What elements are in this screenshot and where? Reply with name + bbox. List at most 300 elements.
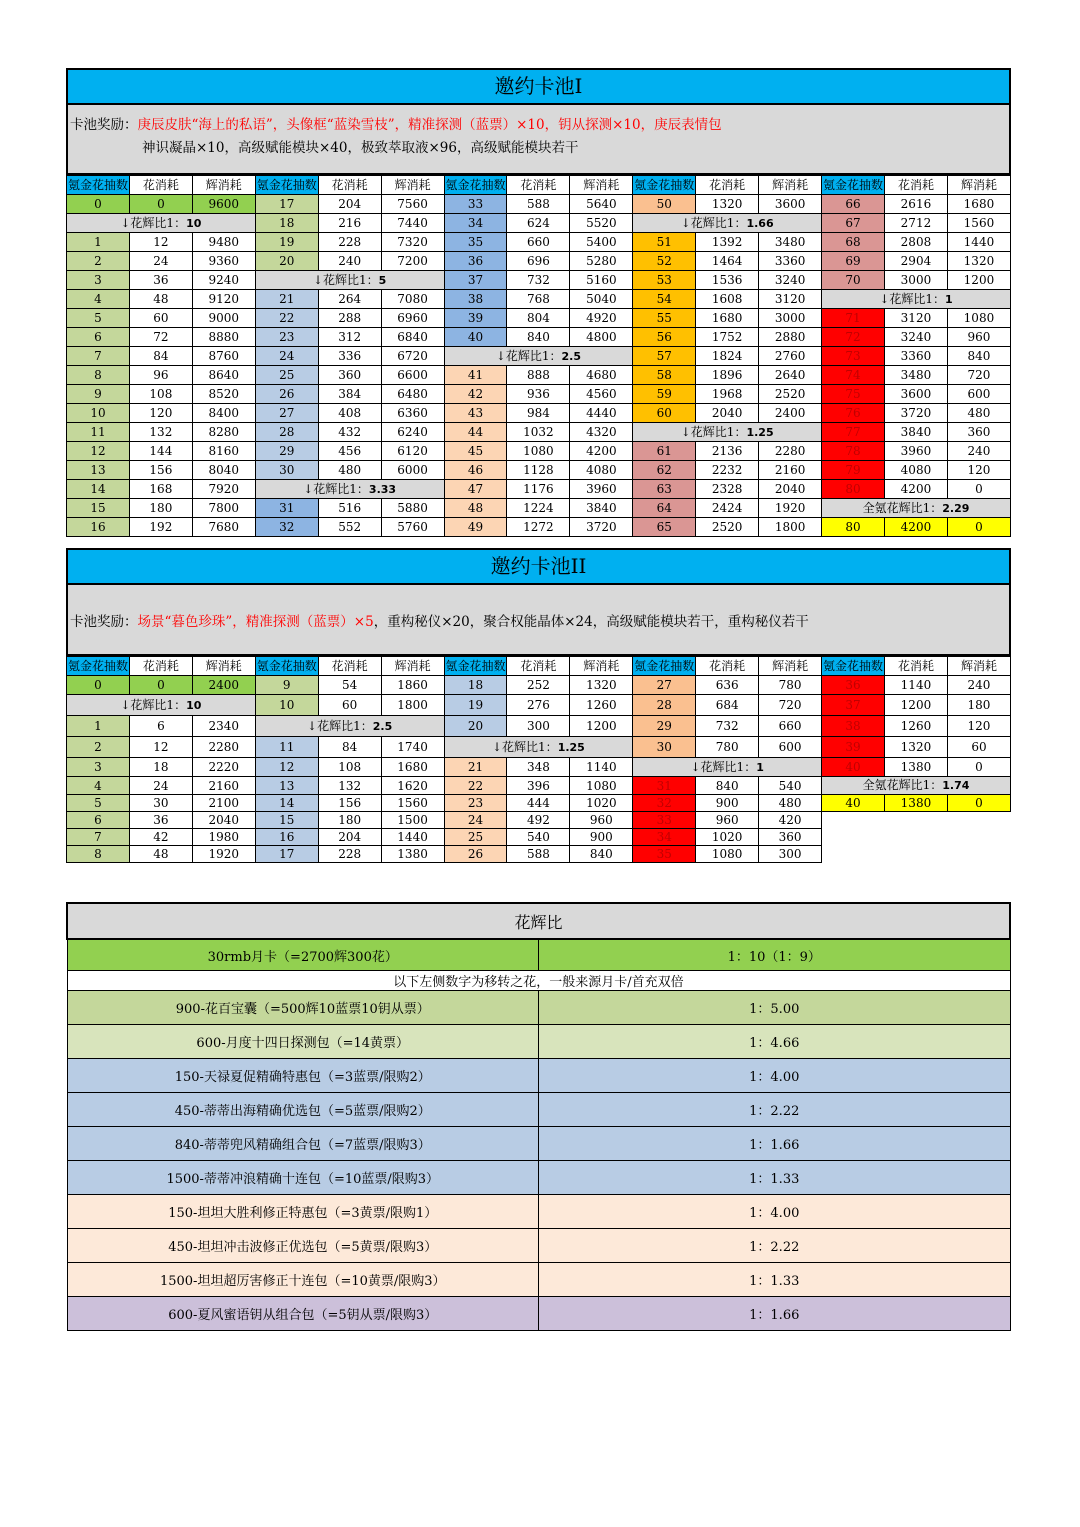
table-cell: 396 <box>507 777 570 795</box>
table-cell: 780 <box>759 676 822 695</box>
table-cell: 240 <box>947 676 1010 695</box>
table-cell: 26 <box>444 846 507 863</box>
table-cell: 42 <box>129 829 192 846</box>
table-cell: 408 <box>318 404 381 423</box>
table-cell: 39 <box>444 309 507 328</box>
table-cell: 24 <box>129 252 192 271</box>
ratio-row <box>67 1195 1010 1229</box>
table-cell: 25 <box>444 829 507 846</box>
table-cell: 24 <box>255 347 318 366</box>
table-cell: 62 <box>633 461 696 480</box>
table-cell: 7920 <box>192 480 255 499</box>
table-cell: 1140 <box>570 758 633 777</box>
table-cell: 4200 <box>884 518 947 537</box>
ratio-row <box>67 1059 1010 1093</box>
table-cell: 17 <box>255 195 318 214</box>
table-cell: 8040 <box>192 461 255 480</box>
table-cell: 8160 <box>192 442 255 461</box>
column-header: 氪金花抽数 <box>444 176 507 195</box>
table-cell: 900 <box>696 795 759 812</box>
table-cell: 49 <box>444 518 507 537</box>
table-cell: 27 <box>255 404 318 423</box>
table-cell: 6 <box>67 328 130 347</box>
table-cell: 51 <box>633 233 696 252</box>
column-header: 花消耗 <box>129 176 192 195</box>
package-ratio: 1：1.66 <box>539 1127 1011 1161</box>
table-row <box>67 195 1011 214</box>
table-cell: 1680 <box>947 195 1010 214</box>
table-cell: 14 <box>67 480 130 499</box>
table-cell: 2520 <box>759 385 822 404</box>
column-header: 辉消耗 <box>759 657 822 676</box>
table-cell: 18 <box>444 676 507 695</box>
package-label: 1500-蒂蒂冲浪精确十连包（=10蓝票/限购3） <box>67 1161 539 1195</box>
table-cell: 63 <box>633 480 696 499</box>
table-cell: 1440 <box>947 233 1010 252</box>
table-cell: 48 <box>129 290 192 309</box>
table-cell: 132 <box>129 423 192 442</box>
table-cell: 3960 <box>570 480 633 499</box>
column-header: 辉消耗 <box>570 657 633 676</box>
table-cell: 12 <box>129 737 192 758</box>
table-row <box>67 829 1011 846</box>
table-cell: 46 <box>444 461 507 480</box>
table-cell: 4080 <box>884 461 947 480</box>
table-cell: 732 <box>696 716 759 737</box>
table-cell: 696 <box>507 252 570 271</box>
table-row <box>67 846 1011 863</box>
table-cell: 9000 <box>192 309 255 328</box>
table-cell: 336 <box>318 347 381 366</box>
table-cell: 30 <box>633 737 696 758</box>
table-cell: 180 <box>129 499 192 518</box>
table-cell: 1920 <box>192 846 255 863</box>
table-cell: 444 <box>507 795 570 812</box>
table-cell: 1080 <box>507 442 570 461</box>
pool1-reward-label: 卡池奖励： <box>70 117 138 133</box>
table-cell: 168 <box>129 480 192 499</box>
table-cell: 1536 <box>696 271 759 290</box>
table-cell: 19 <box>444 695 507 716</box>
table-cell: 80 <box>822 480 885 499</box>
table-cell: 2520 <box>696 518 759 537</box>
table-cell: 636 <box>696 676 759 695</box>
table-cell: 7 <box>67 829 130 846</box>
table-cell: 34 <box>444 214 507 233</box>
column-header: 花消耗 <box>884 176 947 195</box>
column-header: 花消耗 <box>696 176 759 195</box>
ratio-row <box>67 1161 1010 1195</box>
table-cell: 420 <box>759 812 822 829</box>
table-cell: 20 <box>255 252 318 271</box>
table-cell: 4 <box>67 777 130 795</box>
table-cell: 29 <box>633 716 696 737</box>
table-cell: 0 <box>947 795 1010 812</box>
table-cell: 80 <box>822 518 885 537</box>
table-cell: 732 <box>507 271 570 290</box>
table-row <box>67 214 1011 233</box>
table-row <box>67 758 1011 777</box>
table-cell: 0 <box>947 480 1010 499</box>
table-cell: 1224 <box>507 499 570 518</box>
table-cell: 984 <box>507 404 570 423</box>
table-cell: 804 <box>507 309 570 328</box>
table-cell: 0 <box>947 758 1010 777</box>
table-cell: 77 <box>822 423 885 442</box>
table-row <box>67 499 1011 518</box>
table-cell: 60 <box>129 309 192 328</box>
table-row <box>67 423 1011 442</box>
table-cell: 6 <box>129 716 192 737</box>
package-ratio: 1：2.22 <box>539 1229 1011 1263</box>
table-cell: 7 <box>67 347 130 366</box>
table-cell: 32 <box>633 795 696 812</box>
table-cell: 552 <box>318 518 381 537</box>
table-cell: 60 <box>633 404 696 423</box>
table-cell: 1320 <box>884 737 947 758</box>
table-cell: 228 <box>318 846 381 863</box>
table-cell: 768 <box>507 290 570 309</box>
table-cell: 1320 <box>570 676 633 695</box>
table-cell: 1752 <box>696 328 759 347</box>
pool2-section <box>66 548 1011 863</box>
table-cell: 60 <box>318 695 381 716</box>
pool2-reward-label: 卡池奖励： <box>70 614 138 630</box>
empty-cell <box>822 829 1011 846</box>
ratio-divider: ↓花辉比1：2.5 <box>255 716 444 737</box>
header-row <box>67 657 1011 676</box>
table-cell: 1968 <box>696 385 759 404</box>
table-cell: 21 <box>255 290 318 309</box>
table-cell: 22 <box>444 777 507 795</box>
table-cell: 38 <box>444 290 507 309</box>
table-cell: 55 <box>633 309 696 328</box>
table-cell: 74 <box>822 366 885 385</box>
table-row <box>67 716 1011 737</box>
table-cell: 360 <box>759 829 822 846</box>
ratio-row <box>67 1093 1010 1127</box>
table-cell: 720 <box>759 695 822 716</box>
ratio-row <box>67 1025 1010 1059</box>
table-cell: 1200 <box>947 271 1010 290</box>
table-cell: 2100 <box>192 795 255 812</box>
table-cell: 1896 <box>696 366 759 385</box>
table-cell: 10 <box>67 404 130 423</box>
pool1-title: 邀约卡池I <box>66 68 1011 105</box>
table-cell: 7560 <box>381 195 444 214</box>
package-ratio: 1：2.22 <box>539 1093 1011 1127</box>
table-cell: 1176 <box>507 480 570 499</box>
package-label: 600-月度十四日探测包（=14黄票） <box>67 1025 539 1059</box>
table-cell: 0 <box>67 195 130 214</box>
package-label: 600-夏风蜜语钥从组合包（=5钥从票/限购3） <box>67 1297 539 1331</box>
ratio-divider: 全氪花辉比1：1.74 <box>822 777 1011 795</box>
table-cell: 40 <box>822 795 885 812</box>
table-cell: 840 <box>507 328 570 347</box>
table-cell: 52 <box>633 252 696 271</box>
table-cell: 9 <box>67 385 130 404</box>
table-cell: 2160 <box>192 777 255 795</box>
table-cell: 1920 <box>759 499 822 518</box>
table-cell: 2640 <box>759 366 822 385</box>
pool1-reward-line2: 神识凝晶×10，高级赋能模块×40，极致萃取液×96，高级赋能模块若干 <box>142 140 579 156</box>
table-cell: 5520 <box>570 214 633 233</box>
table-cell: 35 <box>444 233 507 252</box>
table-cell: 24 <box>444 812 507 829</box>
package-ratio: 1：5.00 <box>539 991 1011 1025</box>
table-cell: 9360 <box>192 252 255 271</box>
column-header: 辉消耗 <box>947 657 1010 676</box>
table-cell: 40 <box>444 328 507 347</box>
table-cell: 4200 <box>884 480 947 499</box>
table-row <box>67 328 1011 347</box>
table-cell: 6000 <box>381 461 444 480</box>
table-cell: 840 <box>570 846 633 863</box>
table-row <box>67 404 1011 423</box>
ratio-row <box>67 991 1010 1025</box>
table-cell: 900 <box>570 829 633 846</box>
table-cell: 54 <box>633 290 696 309</box>
table-cell: 3 <box>67 271 130 290</box>
package-label: 450-蒂蒂出海精确优选包（=5蓝票/限购2） <box>67 1093 539 1127</box>
empty-cell <box>822 846 1011 863</box>
table-row <box>67 518 1011 537</box>
table-cell: 9120 <box>192 290 255 309</box>
table-cell: 3720 <box>884 404 947 423</box>
table-cell: 4560 <box>570 385 633 404</box>
table-cell: 516 <box>318 499 381 518</box>
column-header: 氪金花抽数 <box>633 657 696 676</box>
ratio-row <box>67 1263 1010 1297</box>
column-header: 辉消耗 <box>947 176 1010 195</box>
pool1-reward-red: 庚辰皮肤“海上的私语”，头像框“蓝染雪枝”，精准探测（蓝票）×10，钥从探测×10，庚辰表情包 <box>137 117 722 133</box>
ratio-row <box>67 1127 1010 1161</box>
table-cell: 1128 <box>507 461 570 480</box>
table-cell: 28 <box>255 423 318 442</box>
table-cell: 29 <box>255 442 318 461</box>
table-cell: 1020 <box>570 795 633 812</box>
table-cell: 3360 <box>759 252 822 271</box>
table-cell: 12 <box>67 442 130 461</box>
table-cell: 40 <box>822 758 885 777</box>
table-cell: 2040 <box>192 812 255 829</box>
table-cell: 3120 <box>759 290 822 309</box>
table-cell: 108 <box>318 758 381 777</box>
table-cell: 6720 <box>381 347 444 366</box>
table-cell: 2400 <box>192 676 255 695</box>
table-cell: 28 <box>633 695 696 716</box>
table-cell: 1608 <box>696 290 759 309</box>
table-cell: 2232 <box>696 461 759 480</box>
table-row <box>67 676 1011 695</box>
table-cell: 180 <box>947 695 1010 716</box>
table-cell: 4680 <box>570 366 633 385</box>
table-cell: 2280 <box>759 442 822 461</box>
table-cell: 43 <box>444 404 507 423</box>
package-ratio: 1：1.33 <box>539 1161 1011 1195</box>
table-cell: 71 <box>822 309 885 328</box>
table-cell: 47 <box>444 480 507 499</box>
table-cell: 16 <box>67 518 130 537</box>
table-cell: 8 <box>67 366 130 385</box>
table-cell: 492 <box>507 812 570 829</box>
table-cell: 2340 <box>192 716 255 737</box>
table-cell: 1320 <box>947 252 1010 271</box>
table-cell: 48 <box>129 846 192 863</box>
table-cell: 720 <box>947 366 1010 385</box>
table-cell: 3600 <box>759 195 822 214</box>
table-cell: 2880 <box>759 328 822 347</box>
table-cell: 1464 <box>696 252 759 271</box>
package-ratio: 1：1.33 <box>539 1263 1011 1297</box>
table-cell: 5760 <box>381 518 444 537</box>
table-cell: 36 <box>822 676 885 695</box>
table-cell: 2328 <box>696 480 759 499</box>
table-cell: 888 <box>507 366 570 385</box>
table-cell: 360 <box>947 423 1010 442</box>
column-header: 辉消耗 <box>192 176 255 195</box>
table-cell: 3600 <box>884 385 947 404</box>
pool2-reward-rest: ，重构秘仪×20，聚合权能晶体×24，高级赋能模块若干，重构秘仪若干 <box>373 614 809 630</box>
table-cell: 960 <box>696 812 759 829</box>
package-label: 450-坦坦冲击波修正优选包（=5黄票/限购3） <box>67 1229 539 1263</box>
table-row <box>67 480 1011 499</box>
package-label: 1500-坦坦超厉害修正十连包（=10黄票/限购3） <box>67 1263 539 1297</box>
table-cell: 33 <box>444 195 507 214</box>
table-cell: 120 <box>947 716 1010 737</box>
table-cell: 22 <box>255 309 318 328</box>
table-cell: 5640 <box>570 195 633 214</box>
table-cell: 1680 <box>381 758 444 777</box>
table-cell: 180 <box>318 812 381 829</box>
package-label: 150-天禄夏促精确特惠包（=3蓝票/限购2） <box>67 1059 539 1093</box>
table-row <box>67 777 1011 795</box>
table-cell: 13 <box>67 461 130 480</box>
table-cell: 15 <box>255 812 318 829</box>
ratio-divider: ↓花辉比1：1 <box>633 758 822 777</box>
table-cell: 5040 <box>570 290 633 309</box>
table-cell: 1080 <box>570 777 633 795</box>
table-cell: 6120 <box>381 442 444 461</box>
column-header: 花消耗 <box>507 657 570 676</box>
pool1-reward <box>66 105 1011 175</box>
column-header: 氪金花抽数 <box>822 176 885 195</box>
table-cell: 30 <box>255 461 318 480</box>
table-cell: 16 <box>255 829 318 846</box>
table-cell: 108 <box>129 385 192 404</box>
table-row <box>67 233 1011 252</box>
table-cell: 348 <box>507 758 570 777</box>
ratio-divider: ↓花辉比1：5 <box>255 271 444 290</box>
table-cell: 9 <box>255 676 318 695</box>
table-cell: 10 <box>255 695 318 716</box>
table-cell: 1380 <box>884 758 947 777</box>
ratio-row <box>67 1297 1010 1331</box>
table-cell: 9240 <box>192 271 255 290</box>
table-cell: 31 <box>633 777 696 795</box>
ratio-divider: ↓花辉比1：2.5 <box>444 347 633 366</box>
package-ratio: 1：4.00 <box>539 1195 1011 1229</box>
table-cell: 21 <box>444 758 507 777</box>
table-cell: 5 <box>67 309 130 328</box>
ratio-table <box>66 902 1011 1331</box>
table-cell: 8520 <box>192 385 255 404</box>
table-cell: 5880 <box>381 499 444 518</box>
table-cell: 73 <box>822 347 885 366</box>
table-cell: 1380 <box>381 846 444 863</box>
table-cell: 3000 <box>759 309 822 328</box>
table-cell: 1740 <box>381 737 444 758</box>
table-cell: 65 <box>633 518 696 537</box>
table-cell: 480 <box>318 461 381 480</box>
column-header: 氪金花抽数 <box>67 176 130 195</box>
table-cell: 45 <box>444 442 507 461</box>
table-cell: 31 <box>255 499 318 518</box>
column-header: 辉消耗 <box>192 657 255 676</box>
table-cell: 204 <box>318 829 381 846</box>
table-cell: 1980 <box>192 829 255 846</box>
table-cell: 5 <box>67 795 130 812</box>
pool2-reward-red: 场景“暮色珍珠”，精准探测（蓝票）×5 <box>137 614 374 630</box>
table-cell: 75 <box>822 385 885 404</box>
table-cell: 38 <box>822 716 885 737</box>
table-cell: 4080 <box>570 461 633 480</box>
table-cell: 132 <box>318 777 381 795</box>
column-header: 氪金花抽数 <box>633 176 696 195</box>
table-cell: 1860 <box>381 676 444 695</box>
table-cell: 204 <box>318 195 381 214</box>
table-cell: 61 <box>633 442 696 461</box>
table-cell: 1560 <box>381 795 444 812</box>
ratio-divider: ↓花辉比1：1.66 <box>633 214 822 233</box>
table-cell: 588 <box>507 195 570 214</box>
table-cell: 18 <box>255 214 318 233</box>
table-cell: 2040 <box>696 404 759 423</box>
table-cell: 64 <box>633 499 696 518</box>
table-cell: 588 <box>507 846 570 863</box>
column-header: 花消耗 <box>507 176 570 195</box>
ratio-divider: ↓花辉比1：10 <box>67 695 256 716</box>
table-cell: 2400 <box>759 404 822 423</box>
table-cell: 1620 <box>381 777 444 795</box>
table-cell: 660 <box>507 233 570 252</box>
table-cell: 960 <box>947 328 1010 347</box>
column-header: 花消耗 <box>318 176 381 195</box>
table-cell: 8760 <box>192 347 255 366</box>
table-cell: 72 <box>822 328 885 347</box>
table-cell: 67 <box>822 214 885 233</box>
table-cell: 8 <box>67 846 130 863</box>
table-cell: 6360 <box>381 404 444 423</box>
table-cell: 44 <box>444 423 507 442</box>
table-cell: 4800 <box>570 328 633 347</box>
table-cell: 264 <box>318 290 381 309</box>
ratio-divider: ↓花辉比1：1 <box>822 290 1011 309</box>
table-cell: 1260 <box>884 716 947 737</box>
table-cell: 3840 <box>570 499 633 518</box>
table-cell: 84 <box>129 347 192 366</box>
column-header: 花消耗 <box>318 657 381 676</box>
pool2-table <box>66 656 1011 863</box>
table-cell: 34 <box>633 829 696 846</box>
table-cell: 300 <box>507 716 570 737</box>
table-cell: 7200 <box>381 252 444 271</box>
table-cell: 5400 <box>570 233 633 252</box>
table-cell: 14 <box>255 795 318 812</box>
table-cell: 1020 <box>696 829 759 846</box>
table-cell: 53 <box>633 271 696 290</box>
table-cell: 1 <box>67 716 130 737</box>
